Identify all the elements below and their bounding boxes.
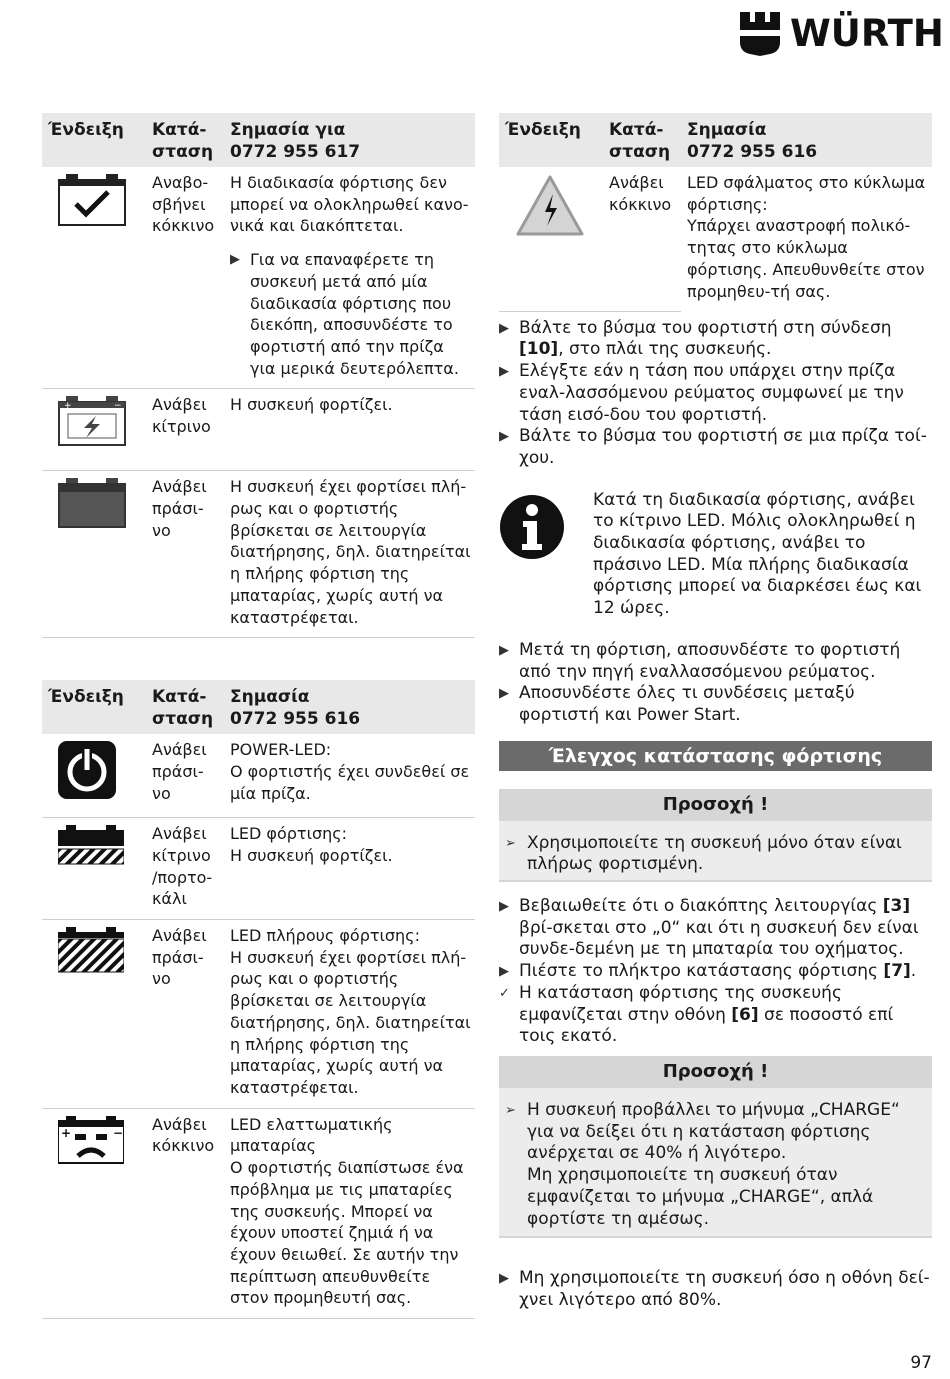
arrow-right-icon: ▶ [499,686,509,702]
state-text: Ανάβει πράσι- νο [146,734,224,818]
table-row [42,389,475,471]
header-state: Κατά- σταση [603,113,681,167]
arrow-right-icon: ▶ [230,252,240,268]
steps-connect [499,318,932,470]
meaning-text: LED φόρτισης: Η συσκευή φορτίζει. [224,818,475,920]
left-column [42,113,475,1319]
header-meaning: Σημασία 0772 955 616 [681,113,932,167]
page-number: 97 [910,1353,932,1373]
caution-text: Η συσκευή προβάλλει το μήνυμα „CHARGE“ για να δείξει ότι η κατάσταση φόρτισης ανέρχεται σε 40% ή λιγότερο. Μη χρησιμοποιείτε τη συσκευή όταν εμφανίζεται το μήνυμα „CHARGE“, απλά φορτίστε τη αμέσως. [527,1100,900,1229]
list-item: ▶ Αποσυνδέστε όλες τι συνδέσεις μεταξύ φορτιστή και Power Start. [499,683,855,725]
state-text: Αναβο- σβήνει κόκκινο [146,167,224,389]
header-indicator: Ένδειξη [42,680,146,734]
meaning-text: Η συσκευή φορτίζει. [224,389,475,471]
header-indicator: Ένδειξη [499,113,603,167]
list-item: ▶ Πιέστε το πλήκτρο κατάστασης φόρτισης [7]. [499,961,917,982]
arrow-right-icon: ▶ [499,364,509,380]
battery-full-hatched-icon [58,927,124,973]
instruction-item: ▶ Για να επαναφέρετε τη συσκευή μετά από μία διαδικασία φόρτισης που διεκόπη, αποσυνδέστε το φορτιστή από την πρίζα για μερικά δευτερόλεπτα. [230,250,459,378]
chevron-right-icon: ➢ [505,1103,516,1118]
section-title: Έλεγχος κατάστασης φόρτισης [499,741,932,771]
caution-title: Προσοχή ! [499,789,932,821]
list-item: ▶ Μετά τη φόρτιση, αποσυνδέστε το φορτιστή από την πηγή εναλλασσόμενου ρεύματος. [499,639,901,682]
state-text: Ανάβει κόκκινο [146,1108,224,1318]
caution-box [499,789,932,882]
checkmark-icon: ✓ [499,985,510,1001]
indicator-table-617 [42,113,475,638]
list-item: ▶ Ελέγξτε εάν η τάση που υπάρχει στην πρίζα εναλ-λασσόμενου ρεύματος συμφωνεί με την τάση εισό-δου του φορτιστή. [499,361,904,425]
right-column [499,113,932,1312]
list-item: ▶ Μη χρησιμοποιείτε τη συσκευή όσο η οθόνη δεί-χνει λιγότερο από 80%. [499,1268,930,1310]
header-state: Κατά- σταση [146,113,224,167]
meaning-text: LED ελαττωματικής μπαταρίας Ο φορτιστής διαπίστωσε ένα πρόβλημα με τις μπαταρίες της συσκευής. Μπορεί να έχουν υποστεί ζημιά ή να έχουν θειωθεί. Σε αυτήν την περίπτωση απευθυνθείτε στον προμηθευτή σας. [224,1108,475,1318]
arrow-right-icon: ▶ [499,964,509,980]
wurth-logo-mark-icon [740,12,780,56]
svg-text:+: + [61,1125,72,1140]
list-item: ✓ Η κατάσταση φόρτισης της συσκευής εμφανίζεται στην οθόνη [6] σε ποσοστό επί τοις εκατό. [499,982,894,1047]
header-indicator: Ένδειξη [42,113,146,167]
state-text: Ανάβει πράσι- νο [146,471,224,638]
table-row [42,167,475,389]
battery-check-icon [58,174,126,226]
header-meaning: Σημασία 0772 955 616 [224,680,475,734]
svg-text:−: − [114,401,122,412]
table-row [42,471,475,638]
info-icon [499,494,565,560]
power-icon [58,741,116,799]
list-item: ▶ Βεβαιωθείτε ότι ο διακόπτης λειτουργίας [3] βρί-σκεται στο „0“ και ότι η συσκευή δεν είναι συνδε-δεμένη με τη μπαταρία του οχήματος. [499,896,919,960]
header-state: Κατά- σταση [146,680,224,734]
svg-text:+: + [64,401,72,412]
table-row [42,818,475,920]
caution-box [499,1056,932,1238]
state-text: Ανάβει κόκκινο [603,167,681,311]
svg-text:−: − [113,1125,124,1140]
info-note [499,490,932,620]
list-item: ▶ Βάλτε το βύσμα του φορτιστή στη σύνδεση [10], στο πλάι της συσκευής. [499,317,892,360]
battery-charging-icon [58,396,126,446]
meaning-text: LED σφάλματος στο κύκλωμα φόρτισης: Υπάρχει αναστροφή πολικό-τητας στο κύκλωμα φόρτισης. Απευθυνθείτε στον προμηθευ-τή σας. [687,173,926,301]
indicator-table-616-error [499,113,932,312]
list-item: ▶ Βάλτε το βύσμα του φορτιστή σε μια πρίζα τοί-χου. [499,426,927,468]
battery-charging-hatched-icon [58,825,124,865]
meaning-text: Η διαδικασία φόρτισης δεν μπορεί να ολοκληρωθεί κανο-νικά και διακόπτεται. [230,173,469,236]
meaning-text: LED πλήρους φόρτισης: Η συσκευή έχει φορτίσει πλή-ρως και ο φορτιστής βρίσκεται σε λειτουργία διατήρησης, δηλ. διατηρείται η πλήρης φόρτιση της μπαταρίας, χωρίς αυτή να καταστρέφεται. [224,920,475,1109]
state-text: Ανάβει κίτρινο [146,389,224,471]
meaning-text: Η συσκευή έχει φορτίσει πλή-ρως και ο φορτιστής βρίσκεται σε λειτουργία διατήρησης, δηλ. διατηρείται η πλήρης φόρτιση της μπαταρίας, χωρίς αυτή να καταστρέφεται. [224,471,475,638]
state-text: Ανάβει κίτρινο /πορτο- κάλι [146,818,224,920]
arrow-right-icon: ▶ [499,642,509,658]
arrow-right-icon: ▶ [499,1271,509,1287]
info-text: Κατά τη διαδικασία φόρτισης, ανάβει το κίτρινο LED. Μόλις ολοκληρωθεί η διαδικασία φόρτισης, ανάβει το πράσινο LED. Μία πλήρης διαδικασία φόρτισης μπορεί να διαρκέσει έως και 12 ώρες. [593,489,922,619]
battery-full-icon [58,478,126,528]
arrow-right-icon: ▶ [499,899,509,915]
meaning-text: POWER-LED: Ο φορτιστής έχει συνδεθεί σε μία πρίζα. [224,734,475,818]
indicator-table-616 [42,680,475,1319]
brand-name: WÜRTH [790,12,944,55]
table-row [42,1108,475,1318]
warning-voltage-icon [515,174,585,238]
steps-disconnect [499,640,932,727]
arrow-right-icon: ▶ [499,320,509,336]
table-row [42,734,475,818]
chevron-right-icon: ➢ [505,835,516,851]
state-text: Ανάβει πράσι- νο [146,920,224,1109]
steps-check [499,896,932,1048]
caution-text: Χρησιμοποιείτε τη συσκευή μόνο όταν είναι πλήρως φορτισμένη. [527,832,902,875]
wurth-logo [740,12,944,56]
table-row [499,167,932,311]
battery-faulty-icon [58,1116,124,1164]
caution-title: Προσοχή ! [499,1056,932,1088]
table-row [42,920,475,1109]
arrow-right-icon: ▶ [499,429,509,445]
header-meaning: Σημασία για 0772 955 617 [224,113,475,167]
